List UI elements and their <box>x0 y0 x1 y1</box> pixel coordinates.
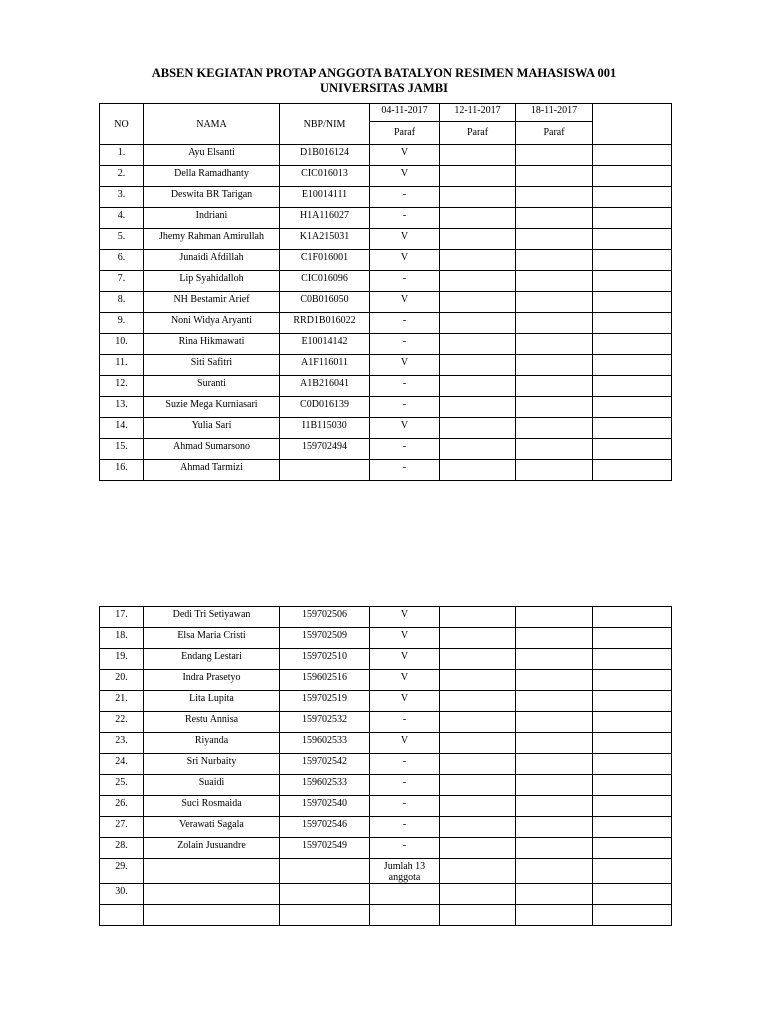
cell-empty <box>593 418 672 439</box>
cell-no: 6. <box>100 250 144 271</box>
table-row <box>100 712 672 733</box>
cell-empty <box>593 817 672 838</box>
cell-empty <box>593 607 672 628</box>
cell-paraf-1: V <box>370 418 440 439</box>
cell-empty <box>593 397 672 418</box>
cell-no: 9. <box>100 313 144 334</box>
cell-empty <box>593 187 672 208</box>
cell-empty <box>593 208 672 229</box>
cell-nim: 159702510 <box>280 649 370 670</box>
cell-nim: H1A116027 <box>280 208 370 229</box>
cell-nama: Ahmad Tarmizi <box>144 460 280 481</box>
cell-paraf-2 <box>440 607 516 628</box>
table-row <box>100 208 672 229</box>
cell-paraf-2 <box>440 712 516 733</box>
cell-no: 12. <box>100 376 144 397</box>
cell-no: 24. <box>100 754 144 775</box>
cell-paraf-2 <box>440 334 516 355</box>
table-row <box>100 460 672 481</box>
header-date-3: 18-11-2017 <box>516 104 593 122</box>
cell-paraf-1: V <box>370 649 440 670</box>
cell-nama: Indriani <box>144 208 280 229</box>
cell-no: 3. <box>100 187 144 208</box>
cell-paraf-1: - <box>370 187 440 208</box>
cell-no: 30. <box>100 884 144 905</box>
cell-empty <box>593 355 672 376</box>
cell-nama <box>144 905 280 926</box>
cell-no: 1. <box>100 145 144 166</box>
cell-paraf-2 <box>440 439 516 460</box>
cell-empty <box>593 838 672 859</box>
cell-paraf-2 <box>440 817 516 838</box>
cell-paraf-3 <box>516 905 593 926</box>
cell-nama: Lita Lupita <box>144 691 280 712</box>
cell-nama <box>144 859 280 884</box>
title-line-1: ABSEN KEGIATAN PROTAP ANGGOTA BATALYON RESIMEN MAHASISWA 001 <box>151 66 617 80</box>
cell-paraf-1: V <box>370 670 440 691</box>
cell-nim: 159702546 <box>280 817 370 838</box>
cell-nama: Deswita BR Tarigan <box>144 187 280 208</box>
cell-paraf-2 <box>440 313 516 334</box>
cell-nim: 159602516 <box>280 670 370 691</box>
cell-nama: Restu Annisa <box>144 712 280 733</box>
cell-empty <box>593 313 672 334</box>
cell-paraf-3 <box>516 775 593 796</box>
header-date-1: 04-11-2017 <box>370 104 440 122</box>
cell-nim: 159702509 <box>280 628 370 649</box>
cell-nama: Suci Rosmaida <box>144 796 280 817</box>
cell-empty <box>593 250 672 271</box>
cell-no: 13. <box>100 397 144 418</box>
cell-paraf-1: - <box>370 397 440 418</box>
cell-paraf-1: - <box>370 712 440 733</box>
cell-no: 19. <box>100 649 144 670</box>
table-row <box>100 733 672 754</box>
cell-no: 23. <box>100 733 144 754</box>
cell-paraf-1: - <box>370 313 440 334</box>
cell-paraf-2 <box>440 166 516 187</box>
cell-no: 16. <box>100 460 144 481</box>
cell-paraf-1: - <box>370 754 440 775</box>
table-row <box>100 775 672 796</box>
cell-paraf-2 <box>440 355 516 376</box>
cell-empty <box>593 712 672 733</box>
cell-empty <box>593 229 672 250</box>
cell-paraf-3 <box>516 439 593 460</box>
cell-empty <box>593 733 672 754</box>
table-row <box>100 271 672 292</box>
cell-empty <box>593 166 672 187</box>
cell-nama: Sri Nurbaity <box>144 754 280 775</box>
cell-paraf-2 <box>440 250 516 271</box>
cell-nim: 159602533 <box>280 775 370 796</box>
cell-paraf-1: - <box>370 271 440 292</box>
table-row <box>100 313 672 334</box>
cell-paraf-1: V <box>370 691 440 712</box>
cell-nama: Riyanda <box>144 733 280 754</box>
cell-paraf-1: V <box>370 355 440 376</box>
cell-paraf-3 <box>516 250 593 271</box>
cell-paraf-2 <box>440 691 516 712</box>
cell-paraf-1: - <box>370 796 440 817</box>
cell-paraf-2 <box>440 754 516 775</box>
cell-nim: C1F016001 <box>280 250 370 271</box>
cell-nim <box>280 905 370 926</box>
cell-paraf-2 <box>440 628 516 649</box>
cell-empty <box>593 334 672 355</box>
cell-paraf-3 <box>516 691 593 712</box>
cell-paraf-2 <box>440 775 516 796</box>
cell-nama: Suranti <box>144 376 280 397</box>
cell-no: 4. <box>100 208 144 229</box>
cell-paraf-2 <box>440 271 516 292</box>
cell-paraf-1 <box>370 884 440 905</box>
table-row <box>100 628 672 649</box>
cell-paraf-3 <box>516 628 593 649</box>
cell-nim: CIC016013 <box>280 166 370 187</box>
table-row <box>100 796 672 817</box>
cell-nim: A1F116011 <box>280 355 370 376</box>
cell-nama: Jhemy Rahman Amirullah <box>144 229 280 250</box>
cell-no: 8. <box>100 292 144 313</box>
cell-paraf-2 <box>440 145 516 166</box>
cell-nama: Verawati Sagala <box>144 817 280 838</box>
cell-paraf-2 <box>440 376 516 397</box>
table-row <box>100 607 672 628</box>
cell-paraf-3 <box>516 187 593 208</box>
cell-empty <box>593 145 672 166</box>
header-nama: NAMA <box>144 104 280 145</box>
cell-nama: Yulia Sari <box>144 418 280 439</box>
cell-nama: Indra Prasetyo <box>144 670 280 691</box>
table-row <box>100 418 672 439</box>
cell-nama: Zolain Jusuandre <box>144 838 280 859</box>
cell-no: 25. <box>100 775 144 796</box>
cell-paraf-2 <box>440 838 516 859</box>
table-row <box>100 817 672 838</box>
cell-paraf-3 <box>516 859 593 884</box>
cell-no <box>100 905 144 926</box>
cell-empty <box>593 905 672 926</box>
cell-paraf-2 <box>440 733 516 754</box>
cell-no: 11. <box>100 355 144 376</box>
cell-paraf-2 <box>440 670 516 691</box>
cell-nim: K1A215031 <box>280 229 370 250</box>
table-row <box>100 334 672 355</box>
cell-nama: Junaidi Afdillah <box>144 250 280 271</box>
cell-paraf-1: V <box>370 250 440 271</box>
cell-paraf-3 <box>516 397 593 418</box>
cell-nama: Elsa Maria Cristi <box>144 628 280 649</box>
cell-nim <box>280 859 370 884</box>
cell-nama: Ahmad Sumarsono <box>144 439 280 460</box>
cell-empty <box>593 649 672 670</box>
cell-empty <box>593 628 672 649</box>
cell-nim: 159702532 <box>280 712 370 733</box>
cell-paraf-3 <box>516 838 593 859</box>
cell-paraf-2 <box>440 796 516 817</box>
cell-paraf-2 <box>440 460 516 481</box>
attendance-table-2 <box>99 606 672 926</box>
cell-nama: Suaidi <box>144 775 280 796</box>
cell-paraf-2 <box>440 884 516 905</box>
cell-paraf-2 <box>440 187 516 208</box>
cell-nim: C0B016050 <box>280 292 370 313</box>
cell-nama: NH Bestamir Arief <box>144 292 280 313</box>
cell-paraf-1: V <box>370 733 440 754</box>
cell-paraf-3 <box>516 334 593 355</box>
cell-paraf-1: V <box>370 166 440 187</box>
cell-paraf-1: - <box>370 460 440 481</box>
cell-paraf-2 <box>440 905 516 926</box>
cell-paraf-3 <box>516 670 593 691</box>
cell-empty <box>593 292 672 313</box>
cell-nim: RRD1B016022 <box>280 313 370 334</box>
cell-no: 26. <box>100 796 144 817</box>
cell-paraf-3 <box>516 376 593 397</box>
header-date-2: 12-11-2017 <box>440 104 516 122</box>
cell-nim: 159702506 <box>280 607 370 628</box>
cell-nim: C0D016139 <box>280 397 370 418</box>
cell-paraf-2 <box>440 418 516 439</box>
cell-no: 14. <box>100 418 144 439</box>
cell-empty <box>593 439 672 460</box>
cell-no: 27. <box>100 817 144 838</box>
cell-no: 5. <box>100 229 144 250</box>
cell-nim: 159702540 <box>280 796 370 817</box>
cell-nama <box>144 884 280 905</box>
table-row <box>100 229 672 250</box>
cell-paraf-3 <box>516 796 593 817</box>
cell-paraf-1: - <box>370 775 440 796</box>
cell-paraf-2 <box>440 397 516 418</box>
header-row-dates <box>100 104 672 122</box>
header-paraf-3: Paraf <box>516 122 593 145</box>
cell-nama: Della Ramadhanty <box>144 166 280 187</box>
table-row <box>100 439 672 460</box>
cell-paraf-3 <box>516 817 593 838</box>
cell-paraf-2 <box>440 292 516 313</box>
cell-nim: 159702494 <box>280 439 370 460</box>
cell-empty <box>593 859 672 884</box>
cell-paraf-2 <box>440 208 516 229</box>
table-row <box>100 649 672 670</box>
cell-paraf-3 <box>516 271 593 292</box>
cell-paraf-3 <box>516 145 593 166</box>
cell-nama: Suzie Mega Kurniasari <box>144 397 280 418</box>
title-line-2: UNIVERSITAS JAMBI <box>320 81 448 95</box>
document-title <box>0 66 768 96</box>
cell-paraf-1: V <box>370 607 440 628</box>
table-row <box>100 859 672 884</box>
cell-no: 29. <box>100 859 144 884</box>
cell-paraf-1: V <box>370 628 440 649</box>
cell-paraf-1: - <box>370 439 440 460</box>
table-row <box>100 691 672 712</box>
cell-paraf-1: V <box>370 229 440 250</box>
cell-paraf-2 <box>440 649 516 670</box>
header-nim: NBP/NIM <box>280 104 370 145</box>
cell-empty <box>593 796 672 817</box>
cell-nama: Noni Widya Aryanti <box>144 313 280 334</box>
cell-empty <box>593 775 672 796</box>
cell-no: 7. <box>100 271 144 292</box>
cell-nama: Ayu Elsanti <box>144 145 280 166</box>
table-row <box>100 145 672 166</box>
cell-no: 18. <box>100 628 144 649</box>
cell-empty <box>593 884 672 905</box>
cell-nama: Endang Lestari <box>144 649 280 670</box>
cell-paraf-1: - <box>370 376 440 397</box>
cell-paraf-1: V <box>370 292 440 313</box>
table-row <box>100 187 672 208</box>
cell-nama: Lip Syahidalloh <box>144 271 280 292</box>
cell-nim: I1B115030 <box>280 418 370 439</box>
cell-nim: 159702549 <box>280 838 370 859</box>
table-row <box>100 884 672 905</box>
table-row <box>100 250 672 271</box>
cell-nim <box>280 460 370 481</box>
table-row <box>100 670 672 691</box>
cell-no: 15. <box>100 439 144 460</box>
cell-nim: E10014142 <box>280 334 370 355</box>
cell-nim: 159702519 <box>280 691 370 712</box>
cell-empty <box>593 670 672 691</box>
cell-nim: E10014111 <box>280 187 370 208</box>
cell-paraf-3 <box>516 607 593 628</box>
cell-paraf-3 <box>516 712 593 733</box>
header-paraf-2: Paraf <box>440 122 516 145</box>
table-row <box>100 376 672 397</box>
cell-empty <box>593 691 672 712</box>
cell-nim <box>280 884 370 905</box>
table-row <box>100 355 672 376</box>
cell-nama: Siti Safitri <box>144 355 280 376</box>
cell-paraf-1: - <box>370 334 440 355</box>
cell-no: 22. <box>100 712 144 733</box>
cell-no: 2. <box>100 166 144 187</box>
attendance-table-1 <box>99 103 672 481</box>
cell-paraf-3 <box>516 229 593 250</box>
cell-empty <box>593 754 672 775</box>
cell-paraf-2 <box>440 229 516 250</box>
table-row <box>100 166 672 187</box>
header-empty <box>593 104 672 145</box>
cell-empty <box>593 271 672 292</box>
cell-paraf-3 <box>516 754 593 775</box>
cell-paraf-1: - <box>370 817 440 838</box>
cell-paraf-3 <box>516 460 593 481</box>
cell-paraf-1 <box>370 905 440 926</box>
cell-paraf-1: Jumlah 13 anggota <box>370 859 440 884</box>
cell-nim: 159602533 <box>280 733 370 754</box>
cell-paraf-2 <box>440 859 516 884</box>
cell-nim: D1B016124 <box>280 145 370 166</box>
cell-paraf-3 <box>516 166 593 187</box>
cell-paraf-3 <box>516 313 593 334</box>
cell-empty <box>593 460 672 481</box>
cell-paraf-3 <box>516 733 593 754</box>
cell-paraf-1: - <box>370 838 440 859</box>
cell-nim: A1B216041 <box>280 376 370 397</box>
cell-paraf-3 <box>516 355 593 376</box>
table-row <box>100 838 672 859</box>
cell-empty <box>593 376 672 397</box>
cell-no: 21. <box>100 691 144 712</box>
cell-no: 17. <box>100 607 144 628</box>
table-row <box>100 905 672 926</box>
cell-no: 28. <box>100 838 144 859</box>
cell-paraf-3 <box>516 208 593 229</box>
cell-nama: Rina Hikmawati <box>144 334 280 355</box>
cell-nim: CIC016096 <box>280 271 370 292</box>
table-row <box>100 397 672 418</box>
cell-paraf-3 <box>516 418 593 439</box>
cell-paraf-3 <box>516 649 593 670</box>
cell-paraf-1: V <box>370 145 440 166</box>
header-paraf-1: Paraf <box>370 122 440 145</box>
cell-nama: Dedi Tri Setiyawan <box>144 607 280 628</box>
cell-no: 20. <box>100 670 144 691</box>
cell-paraf-1: - <box>370 208 440 229</box>
cell-nim: 159702542 <box>280 754 370 775</box>
cell-no: 10. <box>100 334 144 355</box>
header-no: NO <box>100 104 144 145</box>
cell-paraf-3 <box>516 292 593 313</box>
table-row <box>100 754 672 775</box>
table-row <box>100 292 672 313</box>
cell-paraf-3 <box>516 884 593 905</box>
